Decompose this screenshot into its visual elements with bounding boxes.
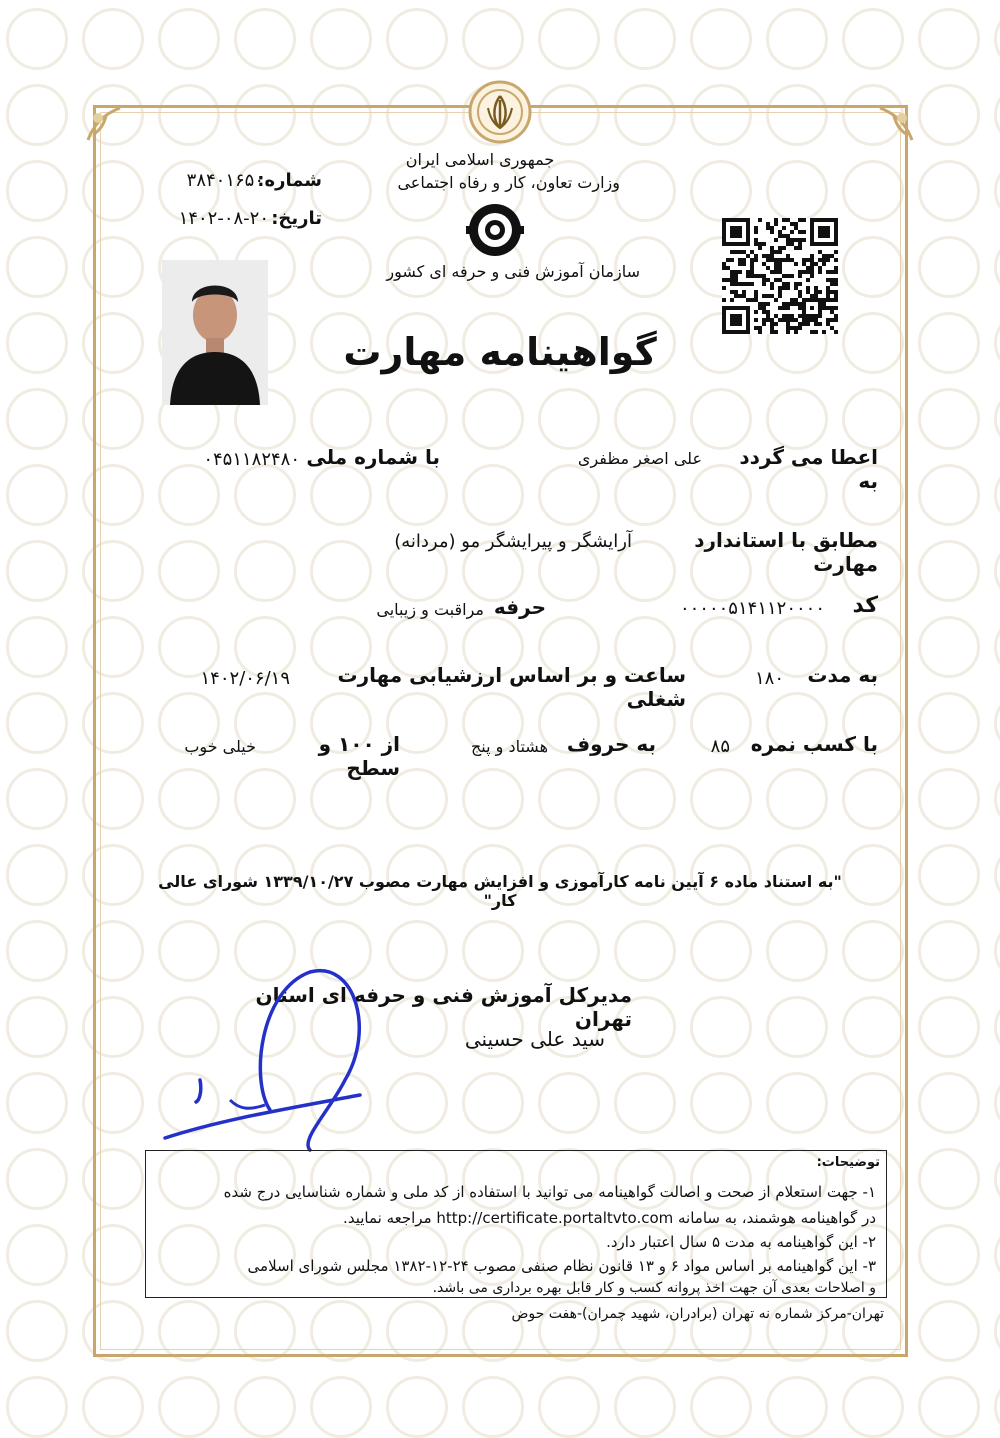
- watermark-logo-icon: [918, 388, 980, 450]
- watermark-logo-icon: [6, 1148, 68, 1210]
- signatory-name: سید علی حسینی: [464, 1027, 605, 1051]
- watermark-logo-icon: [842, 1376, 904, 1438]
- watermark-logo-icon: [918, 236, 980, 298]
- watermark-logo-icon: [6, 540, 68, 602]
- watermark-logo-icon: [842, 8, 904, 70]
- watermark-logo-icon: [158, 8, 220, 70]
- watermark-logo-icon: [6, 388, 68, 450]
- level-value: خیلی خوب: [184, 737, 256, 756]
- watermark-logo-icon: [994, 84, 1000, 146]
- watermark-logo-icon: [6, 1300, 68, 1362]
- number-label: شماره:: [257, 170, 322, 191]
- watermark-logo-icon: [6, 616, 68, 678]
- watermark-logo-icon: [462, 8, 524, 70]
- craft-value: مراقبت و زیبایی: [376, 600, 484, 619]
- note-line: و اصلاحات بعدی آن جهت اخذ پروانه کسب و کار قابل بهره برداری می باشد.: [432, 1280, 876, 1296]
- watermark-logo-icon: [6, 236, 68, 298]
- address: تهران-مرکز شماره نه تهران (برادران، شهید چمران)-هفت حوض: [511, 1306, 884, 1322]
- awarded-label: اعطا می گردد به: [739, 445, 878, 493]
- watermark-logo-icon: [6, 312, 68, 374]
- note-line: ۱- جهت استعلام از صحت و اصالت گواهینامه می توانید با استفاده از کد ملی و شماره شناسایی درج شده: [223, 1183, 876, 1201]
- letters-value: هشتاد و پنج: [470, 737, 548, 756]
- watermark-logo-icon: [310, 1376, 372, 1438]
- qr-code-icon: [722, 218, 838, 334]
- watermark-logo-icon: [994, 312, 1000, 374]
- ministry-name: وزارت تعاون، کار و رفاه اجتماعی: [397, 173, 620, 192]
- person-silhouette-icon: [162, 260, 268, 405]
- watermark-logo-icon: [918, 996, 980, 1058]
- watermark-logo-icon: [6, 692, 68, 754]
- watermark-logo-icon: [994, 388, 1000, 450]
- watermark-logo-icon: [994, 692, 1000, 754]
- date-value: ۱۴۰۲-۰۸-۲۰: [178, 208, 269, 229]
- number-value: ۳۸۴۰۱۶۵۰: [186, 170, 264, 191]
- watermark-logo-icon: [994, 8, 1000, 70]
- watermark-logo-icon: [918, 920, 980, 982]
- watermark-logo-icon: [766, 8, 828, 70]
- corner-ornament-icon: [84, 104, 124, 144]
- watermark-logo-icon: [994, 1224, 1000, 1286]
- national-id-value: ۰۴۵۱۱۸۲۴۸۰: [203, 449, 300, 470]
- date-label: تاریخ:: [271, 208, 322, 229]
- craft-label: حرفه: [493, 595, 546, 619]
- watermark-logo-icon: [6, 996, 68, 1058]
- watermark-logo-icon: [6, 844, 68, 906]
- watermark-logo-icon: [6, 84, 68, 146]
- note-line: ۲- این گواهینامه به مدت ۵ سال اعتبار دارد.: [606, 1233, 876, 1251]
- watermark-logo-icon: [918, 84, 980, 146]
- watermark-logo-icon: [766, 1376, 828, 1438]
- legal-basis: "به استناد ماده ۶ آیین نامه کارآموزی و افزایش مهارت مصوب ۱۳۳۹/۱۰/۲۷ شورای عالی کار": [158, 872, 842, 910]
- watermark-logo-icon: [6, 768, 68, 830]
- watermark-logo-icon: [918, 1148, 980, 1210]
- watermark-logo-icon: [918, 312, 980, 374]
- assessment-label: ساعت و بر اساس ارزشیابی مهارت شغلی: [337, 663, 686, 711]
- watermark-logo-icon: [918, 540, 980, 602]
- watermark-logo-icon: [994, 768, 1000, 830]
- watermark-logo-icon: [158, 1376, 220, 1438]
- watermark-logo-icon: [690, 1376, 752, 1438]
- watermark-logo-icon: [918, 464, 980, 526]
- watermark-logo-icon: [994, 1376, 1000, 1438]
- watermark-logo-icon: [6, 160, 68, 222]
- watermark-logo-icon: [6, 1072, 68, 1134]
- score-label: با کسب نمره: [750, 732, 878, 756]
- duration-value: ۱۸۰: [754, 668, 784, 689]
- of-level-label: از ۱۰۰ و سطح: [318, 732, 400, 780]
- watermark-logo-icon: [994, 1148, 1000, 1210]
- code-label: کد: [852, 593, 878, 618]
- watermark-logo-icon: [82, 1376, 144, 1438]
- watermark-logo-icon: [538, 1376, 600, 1438]
- corner-ornament-icon: [876, 104, 916, 144]
- iran-emblem-icon: [458, 80, 542, 144]
- tvto-logo-icon: [462, 200, 528, 260]
- note-line: در گواهینامه هوشمند، به سامانه http://certificate.portaltvto.com مراجعه نمایید.: [343, 1209, 876, 1227]
- watermark-logo-icon: [994, 236, 1000, 298]
- watermark-logo-icon: [994, 996, 1000, 1058]
- notes-box: [145, 1150, 887, 1298]
- watermark-logo-icon: [918, 844, 980, 906]
- handwritten-signature: [150, 960, 380, 1160]
- watermark-logo-icon: [614, 1376, 676, 1438]
- watermark-logo-icon: [538, 8, 600, 70]
- watermark-logo-icon: [234, 8, 296, 70]
- watermark-logo-icon: [994, 1072, 1000, 1134]
- watermark-logo-icon: [994, 160, 1000, 222]
- watermark-logo-icon: [6, 1376, 68, 1438]
- awarded-name: علی اصغر مظفری: [577, 449, 702, 468]
- watermark-logo-icon: [918, 692, 980, 754]
- watermark-logo-icon: [462, 1376, 524, 1438]
- duration-label: به مدت: [807, 663, 878, 687]
- watermark-logo-icon: [994, 844, 1000, 906]
- certificate-title: گواهینامه مهارت: [343, 330, 657, 374]
- watermark-logo-icon: [6, 8, 68, 70]
- standard-label: مطابق با استاندارد مهارت: [694, 528, 878, 576]
- watermark-logo-icon: [918, 1072, 980, 1134]
- note-line: ۳- این گواهینامه بر اساس مواد ۶ و ۱۳ قانون نظام صنفی مصوب ۲۴-۱۲-۱۳۸۲ مجلس شورای اسلامی: [247, 1257, 876, 1275]
- watermark-logo-icon: [614, 8, 676, 70]
- country-name: جمهوری اسلامی ایران: [405, 150, 555, 169]
- score-value: ۸۵: [710, 736, 730, 757]
- watermark-logo-icon: [918, 616, 980, 678]
- watermark-logo-icon: [6, 1224, 68, 1286]
- holder-photo: [162, 260, 268, 405]
- letters-label: به حروف: [566, 732, 656, 756]
- watermark-logo-icon: [994, 464, 1000, 526]
- watermark-logo-icon: [994, 616, 1000, 678]
- watermark-logo-icon: [918, 1376, 980, 1438]
- watermark-logo-icon: [386, 8, 448, 70]
- watermark-logo-icon: [310, 8, 372, 70]
- watermark-logo-icon: [234, 1376, 296, 1438]
- watermark-logo-icon: [690, 8, 752, 70]
- watermark-logo-icon: [918, 1224, 980, 1286]
- code-value: ۰۰۰۰۰۵۱۴۱۱۲۰۰۰۰: [679, 598, 825, 619]
- signatory-title: مدیرکل آموزش فنی و حرفه ای استان تهران: [255, 983, 632, 1031]
- standard-value: آرایشگر و پیرایشگر مو (مردانه): [394, 531, 632, 552]
- watermark-logo-icon: [82, 8, 144, 70]
- watermark-logo-icon: [918, 1300, 980, 1362]
- assessment-date: ۱۴۰۲/۰۶/۱۹: [200, 668, 290, 689]
- watermark-logo-icon: [6, 464, 68, 526]
- notes-heading: توضیحات:: [816, 1155, 880, 1170]
- watermark-logo-icon: [994, 1300, 1000, 1362]
- watermark-logo-icon: [994, 540, 1000, 602]
- watermark-logo-icon: [6, 920, 68, 982]
- watermark-logo-icon: [918, 768, 980, 830]
- watermark-logo-icon: [994, 920, 1000, 982]
- watermark-logo-icon: [386, 1376, 448, 1438]
- watermark-logo-icon: [918, 160, 980, 222]
- organization-name: سازمان آموزش فنی و حرفه ای کشور: [386, 262, 640, 281]
- watermark-logo-icon: [918, 8, 980, 70]
- national-id-label: با شماره ملی: [306, 445, 440, 469]
